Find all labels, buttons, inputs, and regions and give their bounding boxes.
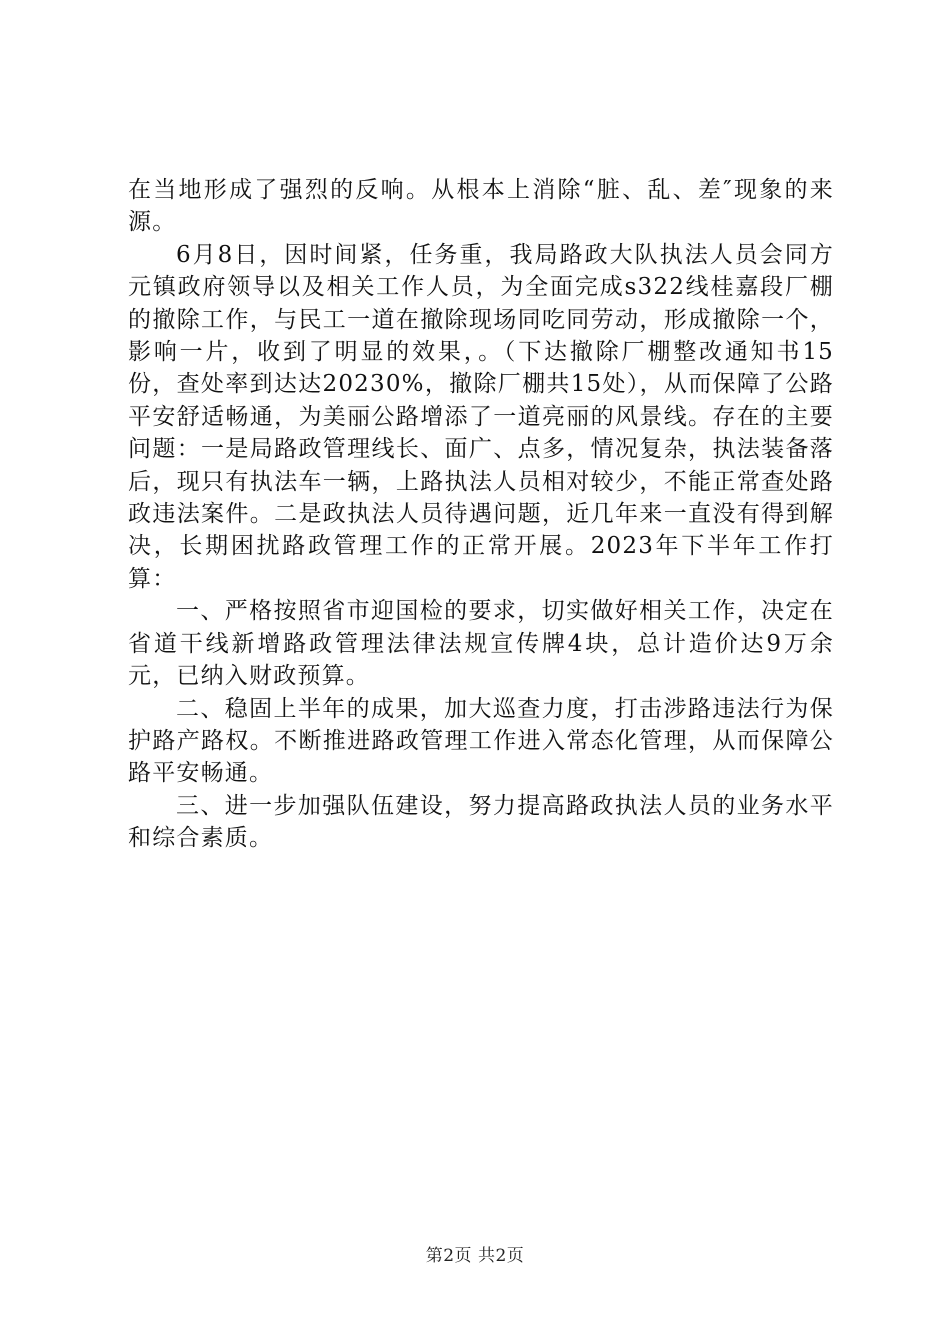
page-number-footer: 第2页 共2页 xyxy=(425,1246,525,1266)
document-body xyxy=(128,174,834,855)
paragraph-continuation: 在当地形成了强烈的反响。从根本上消除“脏、乱、差″现象的来源。 xyxy=(128,177,834,236)
paragraph-plan-item-3: 三、进一步加强队伍建设，努力提高路政执法人员的业务水平和综合素质。 xyxy=(128,792,834,852)
paragraph-plan-item-2: 二、稳固上半年的成果，加大巡查力度，打击涉路违法行为保护路产路权。不断推进路政管理工作进入常态化管理，从而保障公路平安畅通。 xyxy=(128,695,834,787)
paragraph-plan-item-1: 一、严格按照省市迎国检的要求，切实做好相关工作，决定在省道干线新增路政管理法律法规宣传牌4块，总计造价达9万余元，已纳入财政预算。 xyxy=(128,598,834,690)
paragraph-june-8-work: 6月8日，因时间紧，任务重，我局路政大队执法人员会同方元镇政府领导以及相关工作人员，为全面完成s322线桂嘉段厂棚的撤除工作，与民工一道在撤除现场同吃同劳动，形成撤除一个，影响一片，收到了明显的效果，。（下达撤除厂棚整改通知书15份，查处率到达达20230%，撤除厂棚共15处），从而保障了公路平安舒适畅通，为美丽公路增添了一道亮丽的风景线。存在的主要问题：一是局路政管理线长、面广、点多，情况复杂，执法装备落后，现只有执法车一辆，上路执法人员相对较少，不能正常查处路政违法案件。二是政执法人员待遇问题，近几年来一直没有得到解决，长期困扰路政管理工作的正常开展。2023年下半年工作打算： xyxy=(128,241,834,592)
